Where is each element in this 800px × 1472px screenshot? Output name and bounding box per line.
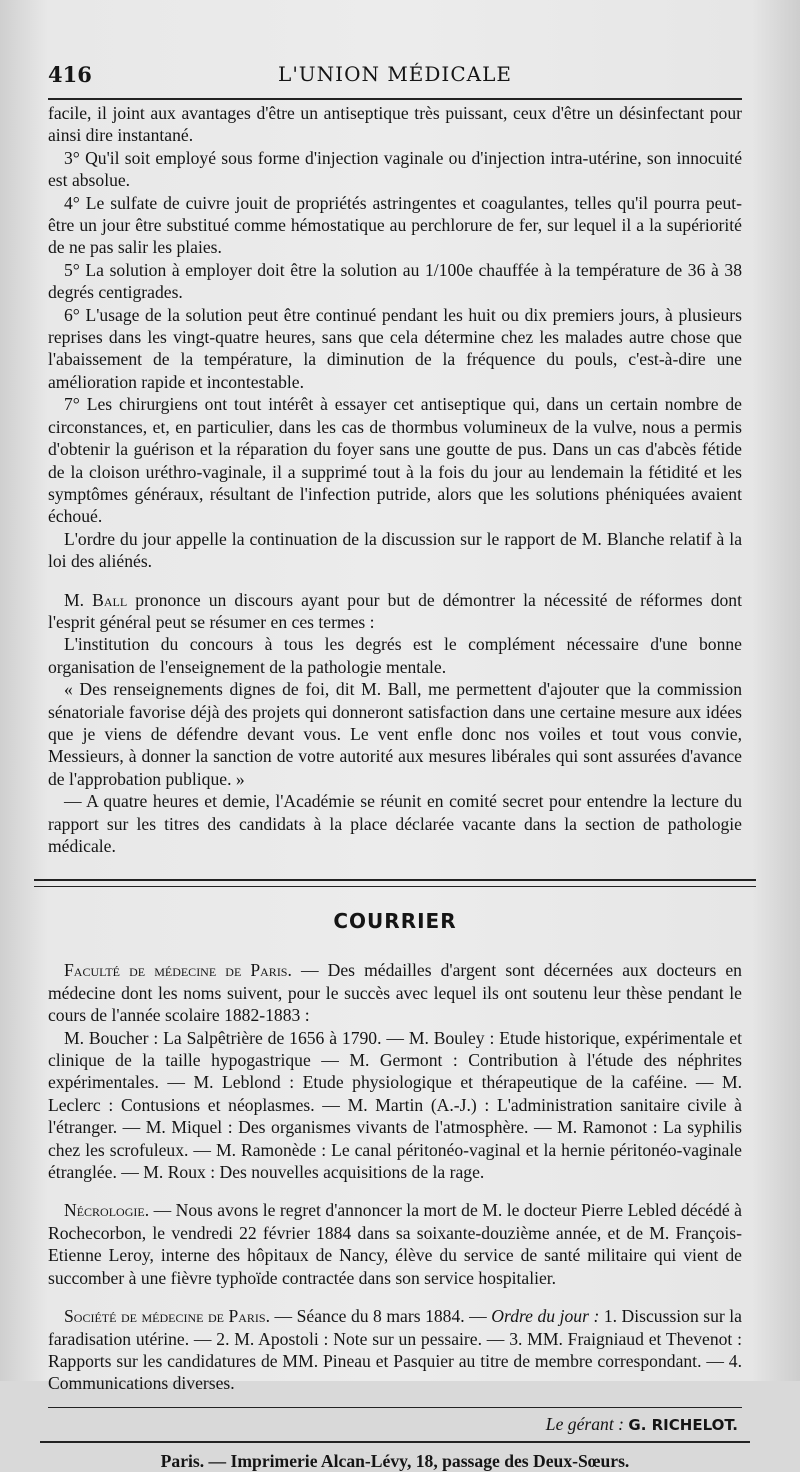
paragraph: — A quatre heures et demie, l'Académie se réunit en comité secret pour entendre la lecture du rapport sur les titres des candidats à la place déclarée vacante dans la section de pathologie médicale.: [48, 791, 742, 856]
signature-label: Le gérant :: [545, 1413, 624, 1434]
paragraph-text: 1. Discussion sur la faradisation utérine. — 2. M. Apostoli : Note sur un pessaire. — 3. MM. Fraigniaud et Thevenot : Rapports sur les candidatures de MM. Pineau et Pasquier au titre de membre correspondant. — 4. Communications diverses.: [48, 1306, 742, 1394]
agenda-label: Ordre du jour :: [491, 1306, 600, 1327]
running-title: L'UNION MÉDICALE: [278, 62, 512, 86]
paragraph: 4° Le sulfate de cuivre jouit de propriétés astringentes et coagulantes, telles qu'il pourra peut-être un jour être substitué comme hémostatique au perchlorure de fer, sur lequel il a la supériorité de ne pas salir les plaies.: [48, 192, 742, 258]
article-body: [48, 102, 742, 857]
paragraph: 7° Les chirurgiens ont tout intérêt à essayer cet antiseptique qui, dans un certain nombre de circonstances, et, en particulier, dans les cas de thormbus volumineux de la vulve, nous a permis d'obtenir la guérison et la réparation du foyer sans une goutte de pus. Dans un cas d'abcès fétide de la cloison uréthro-vaginale, il a supprimé tout à la fois du jour au lendemain la fétidité et les symptômes généraux, résultant de l'infection putride, alors que les solutions phéniquées avaient échoué.: [48, 394, 742, 527]
section-title: COURRIER: [333, 909, 457, 934]
item-label: Nécrologie.: [64, 1200, 150, 1221]
paragraph: « Des renseignements dignes de foi, dit M. Ball, me permettent d'ajouter que la commission sénatoriale favorise déjà des projets qui donneront satisfaction dans une certaine mesure aux idées que je viens de défendre devant vous. Le vent enfle donc nos voiles et tout vous convie, Messieurs, à donner la sanction de votre autorité aux mesures libérales qui sont assurées d'avance de l'approbation publique. »: [48, 679, 742, 789]
footer-divider: [40, 1441, 750, 1443]
signature-name: G. RICHELOT.: [628, 1415, 738, 1434]
paragraph-text: — Nous avons le regret d'annoncer la mort de M. le docteur Pierre Lebled décédé à Rochecorbon, le vendredi 22 février 1884 dans sa soixante-douzième année, et de M. François-Etienne Leroy, interne des hôpitaux de Nancy, élève du service de santé militaire qui vient de succomber à une fièvre typhoïde contractée dans son service hospitalier.: [48, 1200, 742, 1288]
footer-divider: [48, 1407, 742, 1408]
paragraph: L'institution du concours à tous les degrés est le complément nécessaire d'une bonne organisation de l'enseignement de la pathologie mentale.: [48, 634, 742, 677]
item-label: Société de médecine de Paris.: [64, 1306, 270, 1327]
paragraph: [48, 589, 742, 634]
signature: [48, 1414, 738, 1435]
section-divider: [34, 879, 756, 887]
item-label: Faculté de médecine de Paris.: [64, 960, 292, 981]
paragraph-text: — Des médailles d'argent sont décernées aux docteurs en médecine dont les noms suivent, pour le succès avec lequel ils ont soutenu leur thèse pendant le cours de l'année scolaire 1882-1883 :: [48, 960, 742, 1026]
paragraph: M. Boucher : La Salpêtrière de 1656 à 1790. — M. Bouley : Etude historique, expérimentale et clinique de la taille hypogastrique — M. Germont : Contribution à l'étude des néphrites expérimentales. — M. Leblond : Etude physiologique et thérapeutique de la caféine. — M. Leclerc : Contusions et néoplasmes. — M. Martin (A.-J.) : L'administration sanitaire civile à l'étranger. — M. Miquel : Des organismes vivants de l'atmosphère. — M. Ramonot : La syphilis chez les scrofuleux. — M. Ramonède : Le canal péritonéo-vaginal et la hernie péritonéo-vaginale étranglée. — M. Roux : Des nouvelles acquisitions de la rage.: [48, 1027, 742, 1183]
paragraph-text: — Séance du 8 mars 1884. —: [270, 1306, 492, 1327]
paragraph-text: prononce un discours ayant pour but de démontrer la nécessité de réformes dont l'esprit général peut se résumer en ces termes :: [48, 589, 742, 632]
paragraph: L'ordre du jour appelle la continuation de la discussion sur le rapport de M. Blanche relatif à la loi des aliénés.: [48, 528, 742, 572]
paragraph: 5° La solution à employer doit être la solution au 1/100e chauffée à la température de 36 à 38 degrés centigrades.: [48, 259, 742, 303]
paragraph: 3° Qu'il soit employé sous forme d'injection vaginale ou d'injection intra-utérine, son innocuité est absolue.: [48, 147, 742, 191]
page-number: 416: [48, 62, 92, 87]
spacer: [48, 573, 742, 589]
imprint-line: Paris. — Imprimerie Alcan-Lévy, 18, passage des Deux-Sœurs.: [160, 1450, 630, 1471]
paragraph: [48, 1305, 742, 1395]
paragraph: [48, 1199, 742, 1289]
speaker-name: M. Ball: [64, 589, 128, 610]
paragraph: 6° L'usage de la solution peut être continué pendant les huit ou dix premiers jours, à plusieurs reprises dans les vingt-quatre heures, sans que cela détermine chez les malades autre chose que l'abaissement de la température, la diminution de la fréquence du pouls, c'est-à-dire une amélioration rapide et incontestable.: [48, 304, 742, 392]
spacer: [48, 1289, 742, 1305]
courrier-body: [48, 959, 742, 1394]
paragraph: facile, il joint aux avantages d'être un antiseptique très puissant, ceux d'être un désinfectant pour ainsi dire instantané.: [48, 103, 742, 146]
page-header: [48, 58, 742, 100]
paragraph: [48, 959, 742, 1026]
spacer: [48, 1183, 742, 1199]
